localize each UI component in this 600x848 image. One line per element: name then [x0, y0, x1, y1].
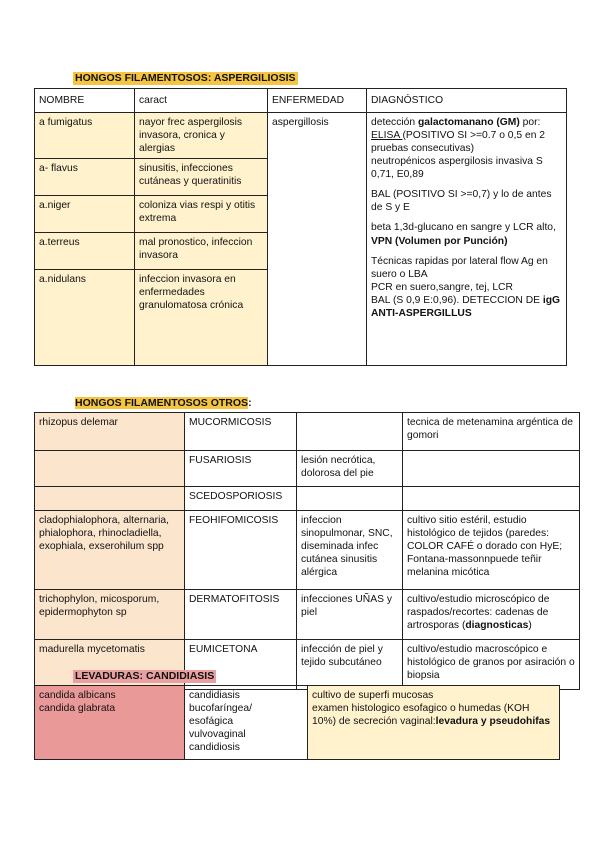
- enfermedad-cell: FEOHIFOMICOSIS: [185, 511, 297, 590]
- organismo-cell: [35, 451, 185, 487]
- clinica-cell: [297, 487, 403, 511]
- caract-cell: nayor frec aspergilosis invasora, cronica y alergias: [135, 113, 268, 159]
- caract-cell: mal pronostico, infeccion invasora: [135, 233, 268, 270]
- diagnostico-cell: cultivo/estudio macroscópico e histológico de granos por asiración o biopsia: [403, 640, 580, 690]
- levaduras-table: [34, 685, 560, 760]
- enfermedad-cell: FUSARIOSIS: [185, 451, 297, 487]
- aspergilosis-heading: HONGOS FILAMENTOSOS: ASPERGILIOSIS: [75, 72, 296, 84]
- table-row: [35, 686, 560, 760]
- caract-cell: infeccion invasora en enfermedades granulomatosa crónica: [135, 270, 268, 366]
- table-row: [35, 413, 580, 451]
- organismo-cell: cladophialophora, alternaria, phialophora, rhinocladiella, exophiala, exserohilum spp: [35, 511, 185, 590]
- diagnostico-cell: tecnica de metenamina argéntica de gomori: [403, 413, 580, 451]
- clinica-cell: lesión necrótica, dolorosa del pie: [297, 451, 403, 487]
- nombre-cell: a- flavus: [35, 159, 135, 196]
- enfermedad-cell: aspergillosis: [268, 113, 367, 366]
- enfermedad-cell: EUMICETONA: [185, 640, 297, 690]
- levaduras-heading: LEVADURAS: CANDIDIASIS: [75, 670, 215, 682]
- otros-table: [34, 412, 580, 690]
- table-row: [35, 113, 567, 159]
- diagnostico-cell: cultivo sitio estéril, estudio histológico de tejidos (paredes: COLOR CAFÉ o dorado con HyE; Fontana-massonnpuede teñir melanina micótica: [403, 511, 580, 590]
- diag-galactomanano: detección galactomanano (GM) por: ELISA (POSITIVO SI >=0.7 o 0,5 en 2 pruebas consecutivas) neutropénicos aspergilosis invasiva S 0,71, E0,89: [371, 117, 546, 181]
- header-caract: caract: [135, 89, 268, 113]
- otros-heading: HONGOS FILAMENTOSOS OTROS:: [75, 397, 252, 409]
- organismo-cell: madurella mycetomatis: [35, 640, 185, 690]
- diagnostico-cell: cultivo de superfi mucosas examen histologico esofagico o humedas (KOH 10%) de secreción vaginal:levadura y pseudohifas: [308, 686, 560, 760]
- diagnostico-cell: cultivo/estudio microscópico de raspados/recortes: cadenas de artrosporas (diagnosticas): [403, 590, 580, 640]
- header-enfermedad: ENFERMEDAD: [268, 89, 367, 113]
- nombre-cell: a fumigatus: [35, 113, 135, 159]
- aspergilosis-header-row: [35, 89, 567, 113]
- clinica-cell: [297, 413, 403, 451]
- table-row: [35, 590, 580, 640]
- clinica-cell: infeccion sinopulmonar, SNC, diseminada infec cutánea sinusitis alérgica: [297, 511, 403, 590]
- diagnostico-cell: [403, 451, 580, 487]
- clinica-cell: infecciones UÑAS y piel: [297, 590, 403, 640]
- enfermedad-cell: candidiasis bucofaríngea/ esofágica vulvovaginal candidiosis: [185, 686, 308, 760]
- clinica-cell: infección de piel y tejido subcutáneo: [297, 640, 403, 690]
- enfermedad-cell: DERMATOFITOSIS: [185, 590, 297, 640]
- header-nombre: NOMBRE: [35, 89, 135, 113]
- organismo-cell: trichophylon, micosporum, epidermophyton sp: [35, 590, 185, 640]
- diag-tecnicas: Técnicas rapidas por lateral flow Ag en suero o LBA PCR en suero,sangre, tej, LCR BAL (S 0,9 E:0,96). DETECCION DE igG ANTI-ASPERGILLUS: [371, 255, 561, 319]
- organismo-cell: rhizopus delemar: [35, 413, 185, 451]
- caract-cell: coloniza vias respi y otitis extrema: [135, 196, 268, 233]
- organismo-cell: [35, 487, 185, 511]
- diagnostico-cell: [367, 113, 567, 366]
- nombre-cell: a.niger: [35, 196, 135, 233]
- diag-bal: BAL (POSITIVO SI >=0,7) y lo de antes de S y E: [371, 189, 552, 214]
- nombre-cell: a.nidulans: [35, 270, 135, 366]
- diag-glucano: beta 1,3d-glucano en sangre y LCR alto, VPN (Volumen por Punción): [371, 222, 556, 247]
- organismo-cell: candida albicans candida glabrata: [35, 686, 185, 760]
- header-diagnostico: DIAGNÓSTICO: [367, 89, 567, 113]
- nombre-cell: a.terreus: [35, 233, 135, 270]
- table-row: [35, 451, 580, 487]
- caract-cell: sinusitis, infecciones cutáneas y queratinitis: [135, 159, 268, 196]
- table-row: [35, 487, 580, 511]
- aspergilosis-table: [34, 88, 567, 366]
- table-row: [35, 511, 580, 590]
- enfermedad-cell: MUCORMICOSIS: [185, 413, 297, 451]
- enfermedad-cell: SCEDOSPORIOSIS: [185, 487, 297, 511]
- diagnostico-cell: [403, 487, 580, 511]
